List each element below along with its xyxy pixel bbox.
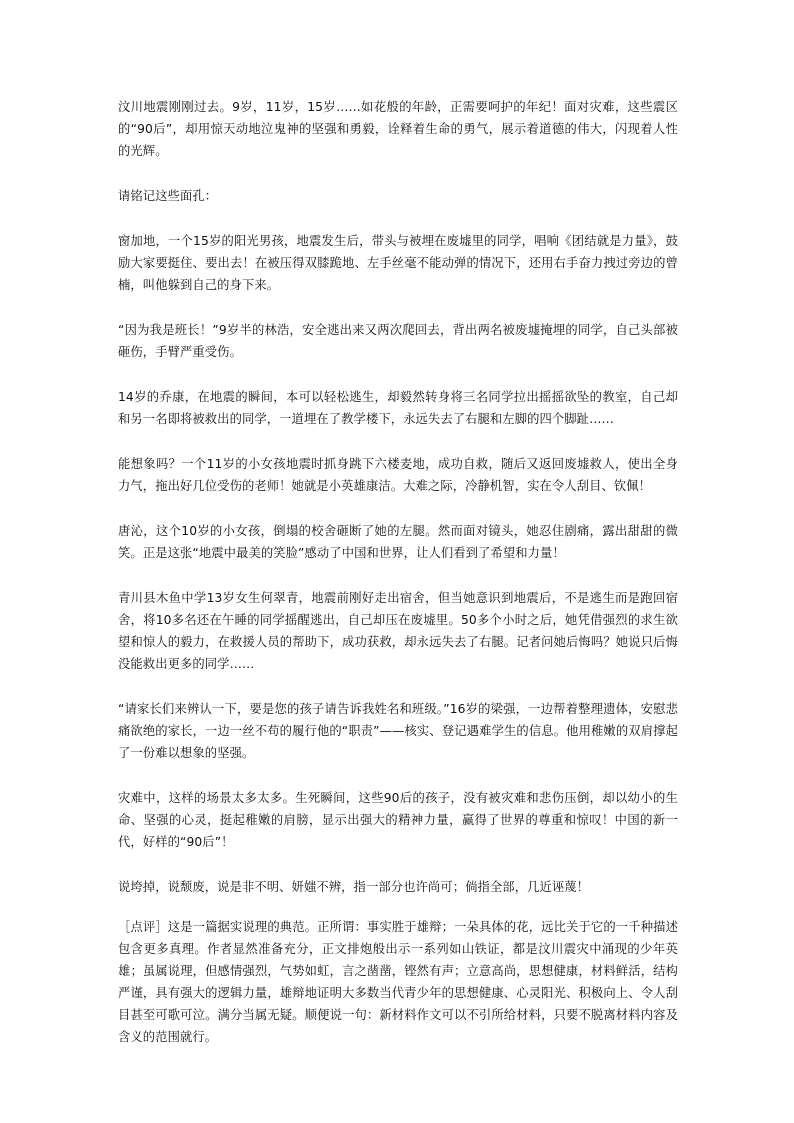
summary-paragraph: 灾难中，这样的场景太多太多。生死瞬间，这些90后的孩子，没有被灾难和悲伤压倒，却以幼小的生命、坚强的心灵，挺起稚嫩的肩膀，显示出强大的精神力量，赢得了世界的尊重和惊叹！中国的新一代，好样的“90后”！	[118, 791, 678, 849]
comment-paragraph: ［点评］这是一篇据实说理的典范。正所谓：事实胜于雄辩；一朵具体的花，远比关于它的一千种描述包含更多真理。作者显然准备充分，正文排炮般出示一系列如山铁证，都是汶川震灾中涌现的少年英雄；虽属说理，但感情强烈，气势如虹，言之凿凿，铿然有声；立意高尚，思想健康，材料鲜活，结构严谨，具有强大的逻辑力量，雄辩地证明大多数当代青少年的思想健康、心灵阳光、积极向上、令人刮目甚至可歌可泣。满分当属无疑。顺便说一句：新材料作文可以不引所给材料，只要不脱离材料内容及含义的范围就行。	[118, 920, 678, 1044]
story-paragraph-1: 窗加地，一个15岁的阳光男孩，地震发生后，带头与被埋在废墟里的同学，唱响《团结就是力量》，鼓励大家要挺住、要出去！在被压得双膝跪地、左手丝毫不能动弹的情况下，还用右手奋力拽过旁边的曾楠，叫他躲到自己的身下来。	[118, 234, 678, 292]
story-paragraph-4: 能想象吗？一个11岁的小女孩地震时抓身跳下六楼麦地，成功自救，随后又返回废墟救人，使出全身力气，拖出好几位受伤的老师！她就是小英雄康洁。大难之际，冷静机智，实在令人刮目、钦佩！	[118, 457, 678, 493]
story-paragraph-5: 唐沁，这个10岁的小女孩，倒塌的校舍砸断了她的左腿。然而面对镜头，她忍住剧痛，露出甜甜的微笑。正是这张“地震中最美的笑脸”感动了中国和世界，让人们看到了希望和力量！	[118, 524, 678, 560]
story-paragraph-2: “因为我是班长！”9岁半的林浩，安全逃出来又两次爬回去，背出两名被废墟掩埋的同学，自己头部被砸伤，手臂严重受伤。	[118, 323, 678, 359]
story-paragraph-6: 青川县木鱼中学13岁女生何翠青，地震前刚好走出宿舍，但当她意识到地震后，不是逃生而是跑回宿舍，将10多名还在午睡的同学摇醒逃出，自己却压在废墟里。50多个小时之后，她凭借强烈的求生欲望和惊人的毅力，在救援人员的帮助下，成功获救，却永远失去了右腿。记者问她后悔吗？她说只后悔没能救出更多的同学……	[118, 591, 678, 671]
remember-faces-line: 请铭记这些面孔：	[118, 189, 218, 203]
story-paragraph-3: 14岁的乔康，在地震的瞬间，本可以轻松逃生，却毅然转身将三名同学拉出摇摇欲坠的教室，自己却和另一名即将被救出的同学，一道埋在了教学楼下，永远失去了右腿和左脚的四个脚趾……	[118, 390, 678, 426]
document-body	[118, 96, 678, 1071]
intro-paragraph: 汶川地震刚刚过去。9岁，11岁，15岁……如花般的年龄，正需要呵护的年纪！面对灾难，这些震区的“90后”，却用惊天动地泣鬼神的坚强和勇毅，诠释着生命的勇气，展示着道德的伟大，闪现着人性的光辉。	[118, 100, 678, 158]
story-paragraph-7: “请家长们来辨认一下，要是您的孩子请告诉我姓名和班级。”16岁的梁强，一边帮着整理遗体，安慰悲痛欲绝的家长，一边一丝不苟的履行他的“职责”——核实、登记遇难学生的信息。他用稚嫩的双肩撑起了一份难以想象的坚强。	[118, 702, 678, 760]
conclusion-line: 说垮掉，说颓废，说是非不明、妍媸不辨，指一部分也许尚可；倘指全部，几近诬蔑！	[118, 880, 590, 894]
